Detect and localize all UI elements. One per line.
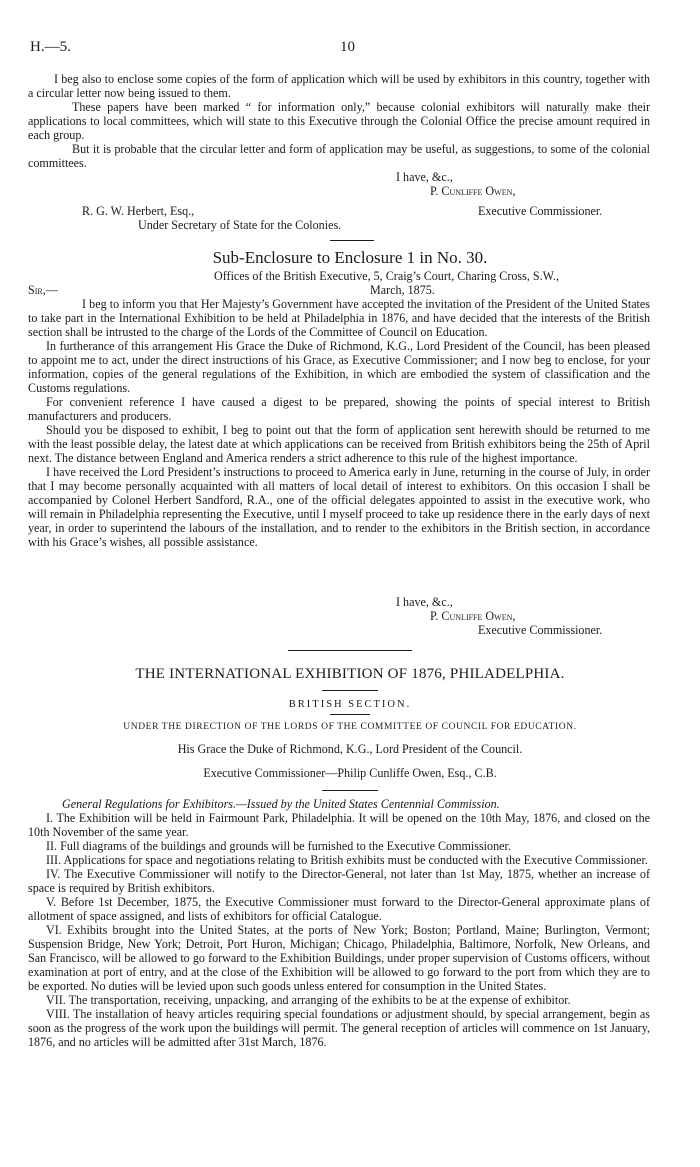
subenclosure-paragraph-4: Should you be disposed to exhibit, I beg to point out that the form of application sent herewith should be returned to me with the least possible delay, the latest date at which applications can be received from British exhibitors being the 25th of April next. The distance between England and America renders a strict adherence to this rule of the highest importance. — [28, 423, 650, 465]
intro-paragraph-1: I beg also to enclose some copies of the form of application which will be used by exhibitors in this country, together with a circular letter now being issued to them. — [28, 72, 650, 100]
intro-closing: I have, &c., — [396, 170, 453, 184]
divider-rule — [330, 240, 374, 241]
page-header — [30, 40, 650, 60]
rule-6: VI. Exhibits brought into the United States, at the ports of New York; Boston; Portland, Maine; Burlington, Vermont; Suspension Bridge, New York; Detroit, Port Huron, Michigan; Chicago, Philadelphia, Baltimore, Norfolk, New Orleans, and San Francisco, will be allowed to go forward to the Exhibition Buildings, under proper supervision of Customs officers, without examination at port of entry, and at the close of the Exhibition will be allowed to go forward to the port from which they are to be exported. No duties will be levied upon such goods unless entered for consumption in the United States. — [28, 923, 650, 993]
subenclosure-address: Offices of the British Executive, 5, Craig’s Court, Charing Cross, S.W., — [214, 269, 559, 283]
page-number: 10 — [340, 39, 355, 55]
rule-5: V. Before 1st December, 1875, the Executive Commissioner must forward to the Director-General approximate plans of allotment of space assigned, and lists of exhibitors for official Catalogue. — [28, 895, 650, 923]
intro-addressee-title: Under Secretary of State for the Colonies. — [138, 218, 342, 232]
president-line: His Grace the Duke of Richmond, K.G., Lord President of the Council. — [177, 742, 523, 756]
short-rule-2 — [330, 714, 370, 715]
document-reference: H.—5. — [30, 39, 71, 55]
intro-letter — [28, 72, 650, 170]
direction-line: UNDER THE DIRECTION OF THE LORDS OF THE COMMITTEE OF COUNCIL FOR EDUCATION. — [123, 722, 577, 732]
rule-3: III. Applications for space and negotiations relating to British exhibits must be conducted with the Executive Commissioner. — [46, 853, 648, 867]
short-rule-3 — [322, 790, 378, 791]
short-rule-1 — [322, 690, 378, 691]
intro-paragraph-2: These papers have been marked “ for information only,” because colonial exhibitors will naturally make their applications to local committees, which will state to this Executive through the Colonial Office the precise amount required in each group. — [28, 100, 650, 142]
intro-signature-block — [396, 170, 650, 198]
rule-8: VIII. The installation of heavy articles requiring special foundations or adjustment should, by special arrangement, begin as soon as the progress of the work upon the buildings will permit. The general reception of articles will commence on 1st January, 1876, and no articles will be admitted after 31st March, 1876. — [28, 1007, 650, 1049]
intro-signer: P. Cunliffe Owen, — [430, 184, 516, 198]
section-label: BRITISH SECTION. — [288, 699, 412, 710]
regulations-body — [28, 797, 650, 1049]
subenclosure-paragraph-3: For convenient reference I have caused a digest to be prepared, showing the points of special interest to British manufacturers and producers. — [28, 395, 650, 423]
section-divider — [288, 650, 412, 651]
exhibition-title: THE INTERNATIONAL EXHIBITION OF 1876, PHILADELPHIA. — [135, 666, 565, 682]
salutation: Sir,— — [28, 283, 58, 297]
subenclosure-signer-title: Executive Commissioner. — [478, 623, 603, 637]
subenclosure-paragraph-5: I have received the Lord President’s instructions to proceed to America early in June, returning in the course of July, in order that I may become personally acquainted with all matters of local detail of interest to exhibitors. On this occasion I shall be accompanied by Colonel Herbert Sandford, R.A., one of the official delegates appointed to assist in the executive work, who will remain in Philadelphia representing the Executive, until I myself proceed to take up residence there in the early days of next year, in order to superintend the labours of the installation, and to render to the exhibitors in the British section, in accordance with his Grace’s wishes, all possible assistance. — [28, 465, 650, 549]
regulations-title: General Regulations for Exhibitors.—Issued by the United States Centennial Commission. — [62, 797, 500, 811]
rule-2: II. Full diagrams of the buildings and grounds will be furnished to the Executive Commissioner. — [46, 839, 511, 853]
subenclosure-closing: I have, &c., — [396, 595, 453, 609]
intro-addressee: R. G. W. Herbert, Esq., — [82, 204, 195, 218]
intro-paragraph-3: But it is probable that the circular letter and form of application may be useful, as suggestions, to some of the colonial committees. — [28, 142, 650, 170]
subenclosure-signer: P. Cunliffe Owen, — [430, 609, 516, 623]
subenclosure-title: Sub-Enclosure to Enclosure 1 in No. 30. — [212, 248, 488, 267]
letter-date: March, 1875. — [370, 283, 435, 297]
subenclosure-paragraph-2: In furtherance of this arrangement His Grace the Duke of Richmond, K.G., Lord President of the Council, has been pleased to appoint me to act, under the direct instructions of his Grace, as Executive Commissioner; and I now beg to enclose, for your information, copies of the general regulations of the Exhibition, in which are embodied the system of classification and the Customs regulations. — [28, 339, 650, 395]
subenclosure-paragraph-1: I beg to inform you that Her Majesty’s Government have accepted the invitation of the President of the United States to take part in the International Exhibition to be held at Philadelphia in 1876, and have decided that the interests of the British section shall be intrusted to the charge of the Lords of the Committee of Council on Education. — [28, 297, 650, 339]
subenclosure-signature-block — [396, 595, 650, 637]
rule-4: IV. The Executive Commissioner will notify to the Director-General, not later than 1st May, 1875, whether an increase of space is required by British exhibitors. — [28, 867, 650, 895]
commissioner-line: Executive Commissioner—Philip Cunliffe Owen, Esq., C.B. — [203, 766, 497, 780]
rule-1: I. The Exhibition will be held in Fairmount Park, Philadelphia. It will be opened on the 10th May, 1876, and closed on the 10th November of the same year. — [28, 811, 650, 839]
subenclosure-body — [28, 297, 650, 549]
intro-signer-title: Executive Commissioner. — [478, 204, 603, 218]
rule-7: VII. The transportation, receiving, unpacking, and arranging of the exhibits to be at the expense of exhibitor. — [46, 993, 571, 1007]
